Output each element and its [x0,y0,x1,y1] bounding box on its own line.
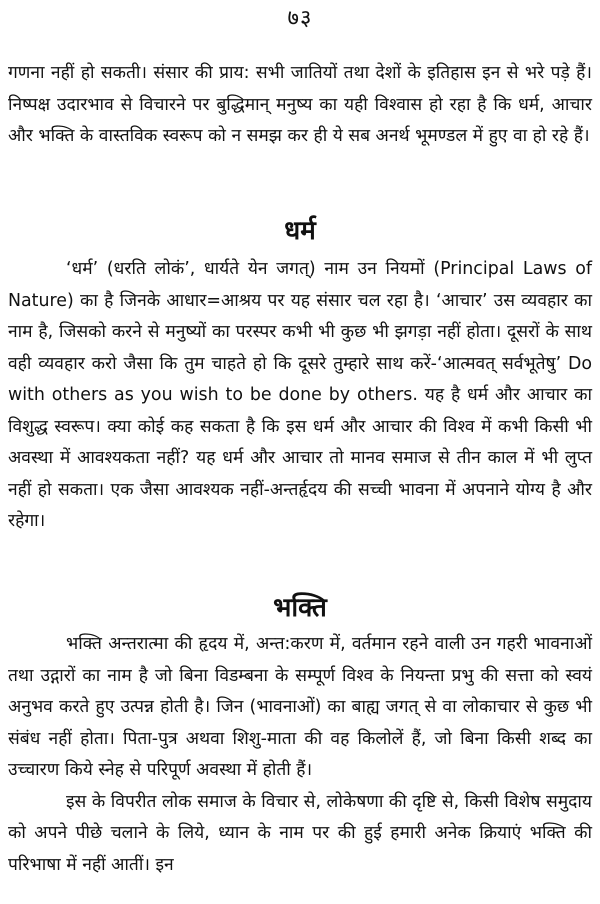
bhakti-paragraph-1: भक्ति अन्तरात्मा की हृदय में, अन्त:करण में, वर्तमान रहने वाली उन गहरी भावनाओं तथा उद्गारों का नाम है जो बिना विडम्बना के सम्पूर्ण विश्व के नियन्ता प्रभु की सत्ता को स्वयं अनुभव करते हुए उत्पन्न होती है। जिन (भावनाओं) का बाह्य जगत् से वा लोकाचार से कुछ भी संबंध नहीं होता। पिता-पुत्र अथवा शिशु-माता की वह किलोलें हैं, जो बिना किसी शब्द का उच्चारण किये स्नेह से परिपूर्ण अवस्था में होती हैं। [8,634,592,780]
dharma-section [8,254,592,538]
dharma-heading: धर्म [284,216,316,246]
bhakti-heading: भक्ति [273,593,327,623]
intro-section [8,58,592,153]
bhakti-paragraph-2: इस के विपरीत लोक समाज के विचार से, लोकेषणा की दृष्टि से, किसी विशेष समुदाय को अपने पीछे चलाने के लिये, ध्यान के नाम पर की हुई हमारी अनेक क्रियाएं भक्ति की परिभाषा में नहीं आतीं। इन [8,791,592,875]
dharma-paragraph: ‘धर्म’ (धरति लोकं’, धार्यते येन जगत्) नाम उन नियमों (Principal Laws of Nature) का है जिनके आधार=आश्रय पर यह संसार चल रहा है। ‘आचार’ उस व्यवहार का नाम है, जिसको करने से मनुष्यों का परस्पर कभी भी कुछ भी झगड़ा नहीं होता। दूसरों के साथ वही व्यवहार करो जैसा कि तुम चाहते हो कि दूसरे तुम्हारे साथ करें-‘आत्मवत् सर्वभूतेषु’ Do with others as you wish to be done by others. यह है धर्म और आचार का विशुद्ध स्वरूप। क्या कोई कह सकता है कि इस धर्म और आचार की विश्व में कभी किसी भी अवस्था में आवश्यकता नहीं? यह धर्म और आचार तो मानव समाज से तीन काल में भी लुप्त नहीं हो सकता। एक जैसा आवश्यक नहीं-अन्तर्हृदय की सच्ची भावना में अपनाने योग्य है और रहेगा। [8,259,592,531]
page-number: ७३ [287,6,313,31]
bhakti-section [8,629,592,881]
intro-paragraph: गणना नहीं हो सकती। संसार की प्राय: सभी जातियों तथा देशों के इतिहास इन से भरे पड़े हैं। निष्पक्ष उदारभाव से विचारने पर बुद्धिमान् मनुष्य का यही विश्वास हो रहा है कि धर्म, आचार और भक्ति के वास्तविक स्वरूप को न समझ कर ही ये सब अनर्थ भूमण्डल में हुए वा हो रहे हैं। [8,63,592,146]
